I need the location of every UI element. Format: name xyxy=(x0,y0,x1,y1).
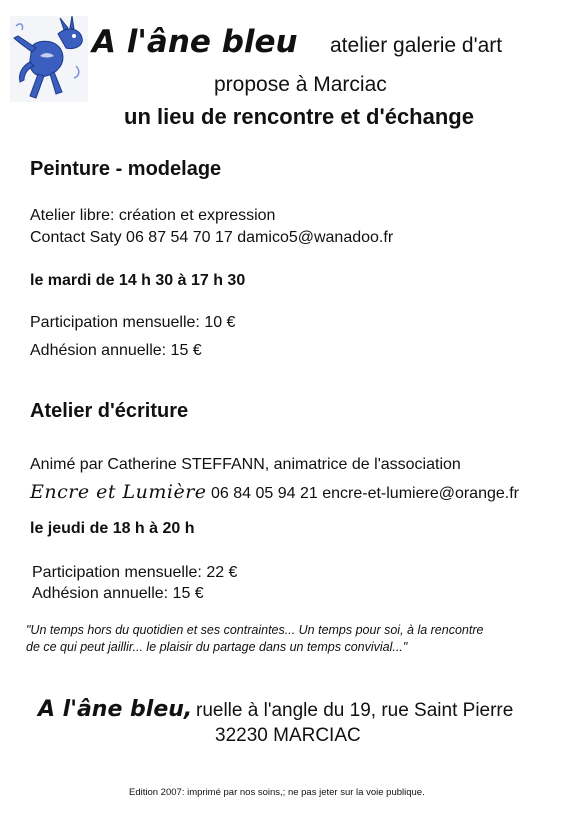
section-heading-painting: Peinture - modelage xyxy=(30,158,222,180)
section1-description: Atelier libre: création et expression xyxy=(30,207,276,224)
section2-contact-line xyxy=(30,481,519,503)
section2-contact: 06 84 05 94 21 encre-et-lumiere@orange.fr xyxy=(211,485,519,502)
donkey-logo xyxy=(10,16,88,102)
address-street: ruelle à l'angle du 19, rue Saint Pierre xyxy=(196,700,514,721)
footer-note: Edition 2007: imprimé par nos soins,; ne pas jeter sur la voie publique. xyxy=(129,787,425,798)
quote-line-1: "Un temps hors du quotidien et ses contraintes... Un temps pour soi, à la rencontre xyxy=(26,623,484,637)
section1-schedule: le mardi de 14 h 30 à 17 h 30 xyxy=(30,272,246,289)
section2-fee-monthly: Participation mensuelle: 22 € xyxy=(32,564,238,581)
header-tagline: un lieu de rencontre et d'échange xyxy=(124,104,474,129)
header-title: atelier galerie d'art xyxy=(330,34,503,57)
address-city: 32230 MARCIAC xyxy=(215,725,361,746)
header-subtitle: propose à Marciac xyxy=(214,73,387,96)
section2-fee-annual: Adhésion annuelle: 15 € xyxy=(32,585,204,602)
quote-line-2: de ce qui peut jaillir... le plaisir du partage dans un temps convivial..." xyxy=(26,640,408,654)
section-heading-writing: Atelier d'écriture xyxy=(30,400,189,422)
section1-fee-annual: Adhésion annuelle: 15 € xyxy=(30,342,202,359)
address-brand: A l'âne bleu, xyxy=(38,697,193,722)
association-name: Encre et Lumière xyxy=(30,481,207,503)
header-brand: A l'âne bleu xyxy=(92,24,298,60)
section2-animator: Animé par Catherine STEFFANN, animatrice de l'association xyxy=(30,456,461,473)
section1-fee-monthly: Participation mensuelle: 10 € xyxy=(30,314,236,331)
section1-contact: Contact Saty 06 87 54 70 17 damico5@wanadoo.fr xyxy=(30,229,394,246)
section2-schedule: le jeudi de 18 h à 20 h xyxy=(30,520,195,537)
donkey-logo-icon xyxy=(10,16,88,102)
